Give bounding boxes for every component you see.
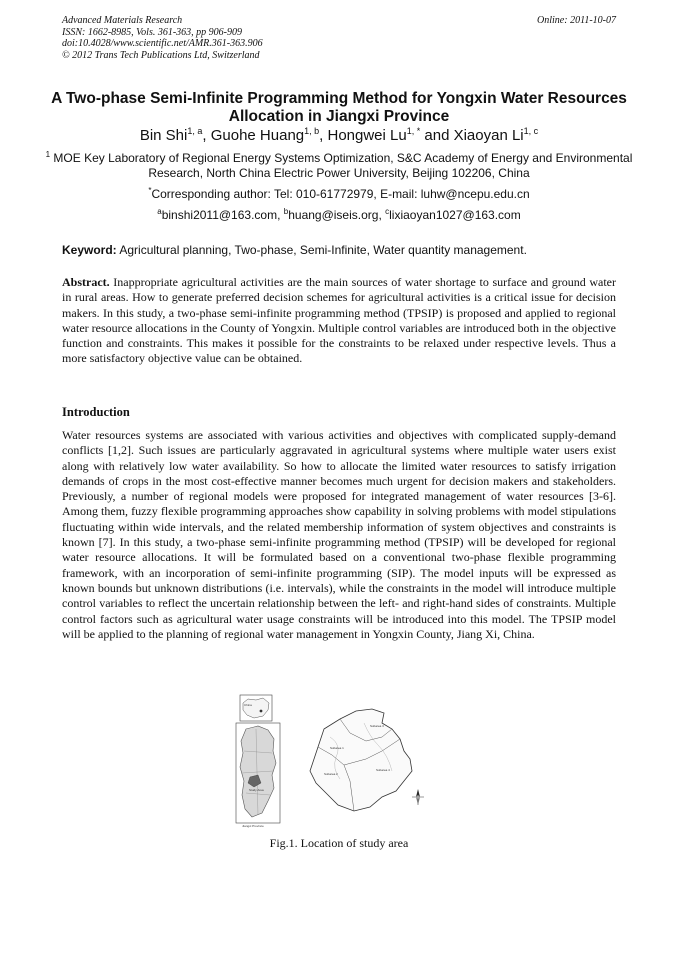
introduction-heading: Introduction xyxy=(62,405,130,419)
journal-issn: ISSN: 1662-8985, Vols. 361-363, pp 906-909 xyxy=(62,26,242,38)
author-name: Hongwei Lu xyxy=(327,127,407,144)
study-area-figure xyxy=(232,693,442,831)
author-affiliation-marker: 1, c xyxy=(523,126,539,136)
study-area-label: Study Area xyxy=(249,788,264,792)
affiliation-text: MOE Key Laboratory of Regional Energy Systems Optimization, S&C Academy of Energy and Environmental Research, North China Electric Power University, Beijing 102206, China xyxy=(53,151,633,180)
china-label: China xyxy=(244,703,252,707)
abstract-label: Abstract. xyxy=(62,275,110,289)
affiliation xyxy=(40,151,638,181)
author-separator: , xyxy=(319,127,328,144)
subarea-1-label: Subarea 1 xyxy=(330,746,344,750)
journal-header xyxy=(62,15,616,61)
author-list xyxy=(40,127,638,144)
author-separator: and xyxy=(420,127,454,144)
paper-title: A Two-phase Semi-Infinite Programming Method for Yongxin Water Resources Allocation in Jiangxi Province xyxy=(51,90,627,125)
north-arrow-icon xyxy=(412,789,424,805)
corresponding-author xyxy=(40,187,638,202)
keyword-text: Agricultural planning, Two-phase, Semi-Infinite, Water quantity management. xyxy=(116,243,527,257)
author-affiliation-marker: 1, a xyxy=(187,126,203,136)
author-emails xyxy=(40,208,638,223)
author-affiliation-marker: 1, b xyxy=(304,126,320,136)
email-link[interactable]: huang@iseis.org, xyxy=(288,208,386,222)
province-label: Jiangxi Province xyxy=(242,824,264,828)
author-name: Bin Shi xyxy=(139,127,188,144)
email-link[interactable]: binshi2011@163.com, xyxy=(161,208,284,222)
author-separator: , xyxy=(202,127,211,144)
author-name: Xiaoyan Li xyxy=(453,127,524,144)
keywords xyxy=(62,243,616,258)
subarea-4-label: Subarea 4 xyxy=(376,768,390,772)
china-inset-map xyxy=(240,695,272,721)
study-area-map xyxy=(232,693,442,831)
abstract-text: Inappropriate agricultural activities are the main sources of water shortage to surface and ground water in rural areas. How to generate preferred decision schemes for agricultural activities is a critical issue for decision makers. In this study, a two-phase semi-infinite programming method (TPSIP) is proposed and applied to regional water resource allocations in the County of Yongxin. Multiple control variables are introduced both in the objective function and constraints. This makes it possible for the constraints to be relaxed under respective levels. Thus a more satisfactory objective value can be obtained. xyxy=(62,275,616,366)
author-affiliation-marker: 1, * xyxy=(406,126,421,136)
figure-caption: Fig.1. Location of study area xyxy=(269,836,409,850)
subarea-3-label: Subarea 3 xyxy=(370,724,384,728)
email-link[interactable]: lixiaoyan1027@163.com xyxy=(389,208,521,222)
online-date: Online: 2011-10-07 xyxy=(537,15,616,26)
corresponding-text: Corresponding author: Tel: 010-61772979, E-mail: luhw@ncepu.edu.cn xyxy=(151,187,530,201)
journal-doi[interactable]: doi:10.4028/www.scientific.net/AMR.361-363.906 xyxy=(62,38,263,49)
email-marker: a xyxy=(157,207,162,216)
email-marker: c xyxy=(385,207,390,216)
abstract xyxy=(62,275,616,367)
author-name: Guohe Huang xyxy=(210,127,305,144)
subarea-2-label: Subarea 2 xyxy=(324,772,338,776)
corresponding-marker: * xyxy=(148,186,152,195)
affiliation-marker: 1 xyxy=(45,150,51,159)
keyword-label: Keyword: xyxy=(62,243,117,257)
introduction-text: Water resources systems are associated with various activities and objectives with complicated supply-demand conflicts [1,2]. Such issues are particularly aggravated in agricultural systems where multiple water users exist along with relatively low water availability. So how to allocate the limited water resources to satisfy irrigation demands of crops in the most cost-effective manner becomes much urgent for decision makers and stakeholders. Previously, a number of regional models were proposed for integrated management of water resources [3-6]. Among them, fuzzy flexible programming approaches show capability in solving problems with model stipulations fluctuating within wide intervals, and the related membership information of system objectives and constraints is known [7]. In this study, a two-phase semi-infinite programming method (TPSIP) will be developed for regional water resource allocations. It will be formulated based on a conventional two-phase flexible programming framework, with an incorporation of semi-infinite programming (SIP). The model inputs will be expressed as known bounds but unknown distributions (i.e. intervals), while the constraints in the model will introduce multiple control variables to reflect the uncertain relationship between the left- and right-hand sides of constraints. Multiple control factors such as agricultural water usage constraints will be introduced into this model. The TPSIP model will be applied to the planning of regional water management in Yongxin County, Jiang Xi, China. xyxy=(62,428,616,641)
journal-name: Advanced Materials Research xyxy=(62,15,183,26)
jiangxi-province-map xyxy=(236,723,280,828)
journal-copyright: © 2012 Trans Tech Publications Ltd, Switzerland xyxy=(62,49,260,61)
yongxin-county-map xyxy=(310,709,412,811)
email-marker: b xyxy=(283,207,289,216)
